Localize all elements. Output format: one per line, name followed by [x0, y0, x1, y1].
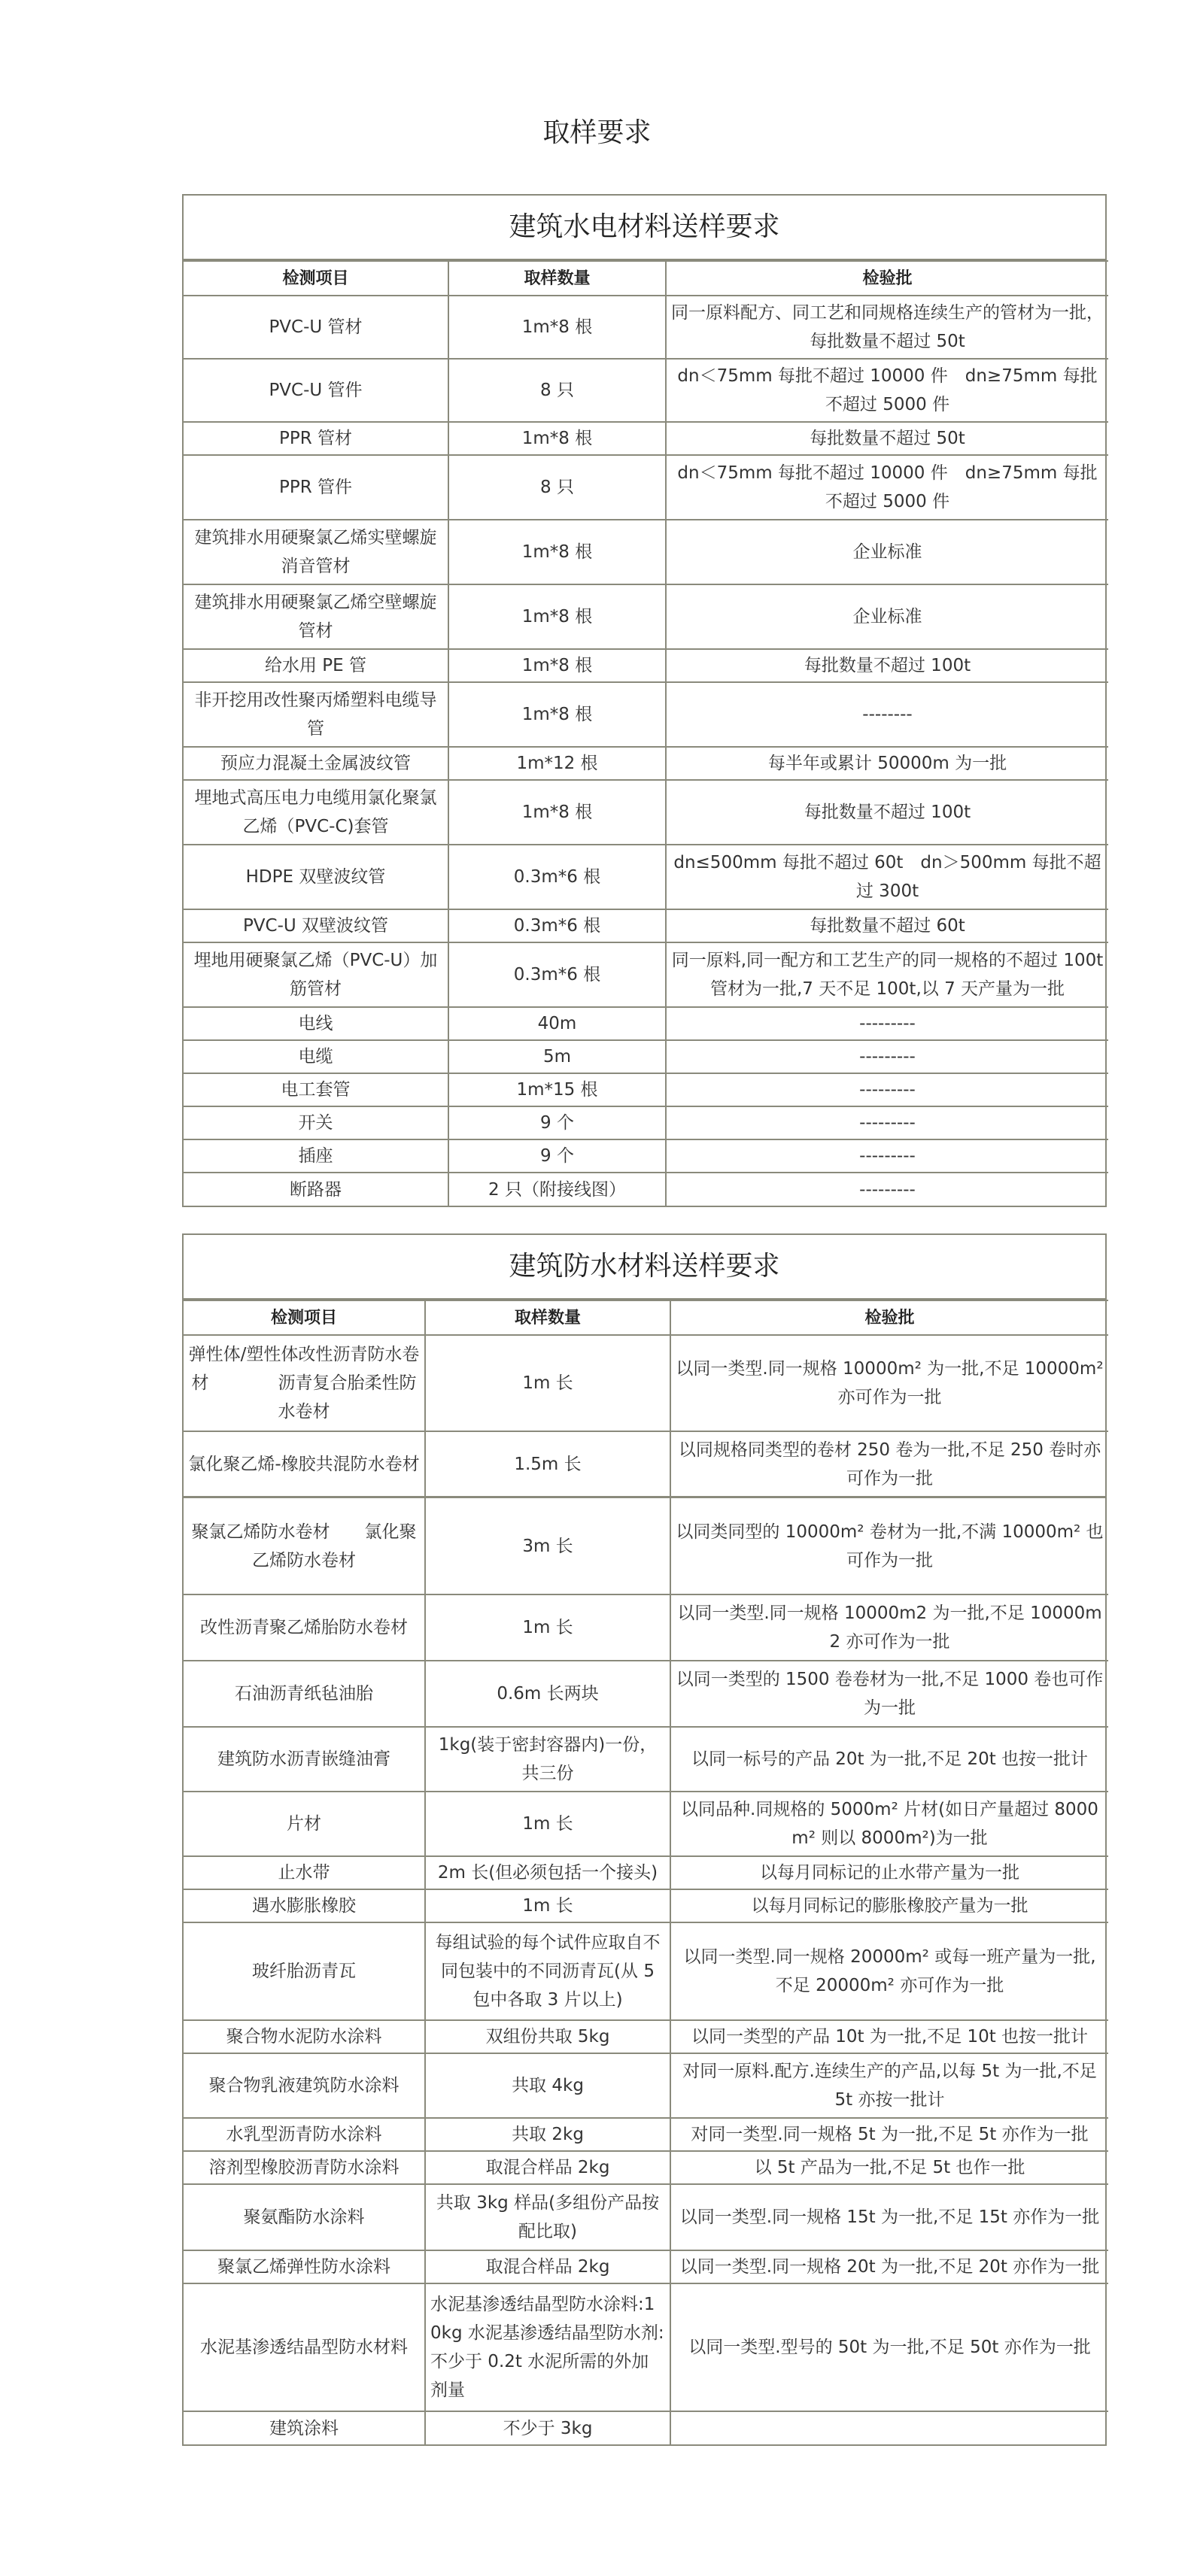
batch-cell: --------- [666, 1040, 1108, 1073]
quantity-cell: 共取 4kg [425, 2053, 670, 2118]
quantity-cell: 1m*8 根 [448, 296, 666, 359]
column-header-quantity: 取样数量 [425, 1300, 670, 1335]
quantity-cell: 1m*8 根 [448, 422, 666, 455]
table-row [184, 520, 1108, 584]
batch-cell: 以同一类型.同一规格 10000m² 为一批,不足 10000m² 亦可作为一批 [670, 1335, 1108, 1431]
item-cell: PPR 管件 [184, 455, 448, 520]
table-row [184, 455, 1108, 520]
item-cell: 建筑防水沥青嵌缝油膏 [184, 1727, 425, 1792]
batch-cell: dn＜75mm 每批不超过 10000 件 dn≥75mm 每批不超过 5000 件 [666, 455, 1108, 520]
item-cell: 插座 [184, 1139, 448, 1173]
item-cell: 氯化聚乙烯-橡胶共混防水卷材 [184, 1431, 425, 1496]
table-row [184, 747, 1108, 780]
table-row [184, 1040, 1108, 1073]
table-row [184, 1139, 1108, 1173]
quantity-cell: 1m*12 根 [448, 747, 666, 780]
table-row [184, 649, 1108, 682]
quantity-cell: 共取 3kg 样品(多组份产品按配比取) [425, 2184, 670, 2250]
waterproof-materials-section [182, 1233, 1107, 1497]
batch-cell: 以每月同标记的止水带产量为一批 [670, 1856, 1108, 1889]
table-row [184, 2411, 1108, 2444]
table-row [184, 1594, 1108, 1661]
batch-cell: 每批数量不超过 60t [666, 909, 1108, 942]
item-cell: 改性沥青聚乙烯胎防水卷材 [184, 1594, 425, 1661]
quantity-cell: 0.3m*6 根 [448, 845, 666, 909]
item-cell: 聚氯乙烯弹性防水涂料 [184, 2250, 425, 2283]
waterproof-sampling-table-part2 [184, 1498, 1108, 2444]
quantity-cell: 1m*8 根 [448, 780, 666, 845]
quantity-cell: 40m [448, 1007, 666, 1040]
table-row [184, 1498, 1108, 1594]
batch-cell: 同一原料配方、同工艺和同规格连续生产的管材为一批，每批数量不超过 50t [666, 296, 1108, 359]
batch-cell: 以同一类型.型号的 50t 为一批,不足 50t 亦作为一批 [670, 2283, 1108, 2411]
item-cell: 遇水膨胀橡胶 [184, 1889, 425, 1922]
table-row [184, 1073, 1108, 1106]
item-cell: 埋地用硬聚氯乙烯（PVC-U）加筋管材 [184, 942, 448, 1007]
quantity-cell: 8 只 [448, 455, 666, 520]
table-row [184, 1792, 1108, 1856]
water-electric-sampling-table [184, 260, 1108, 1206]
quantity-cell: 0.6m 长两块 [425, 1661, 670, 1727]
page-title: 取样要求 [542, 117, 652, 148]
table-row [184, 845, 1108, 909]
batch-cell: dn≤500mm 每批不超过 60t dn＞500mm 每批不超过 300t [666, 845, 1108, 909]
item-cell: 水泥基渗透结晶型防水材料 [184, 2283, 425, 2411]
quantity-cell: 1.5m 长 [425, 1431, 670, 1496]
item-cell: 止水带 [184, 1856, 425, 1889]
column-header-quantity: 取样数量 [448, 261, 666, 296]
batch-cell: 以同类同型的 10000m² 卷材为一批,不满 10000m² 也可作为一批 [670, 1498, 1108, 1594]
table-header-row [184, 1300, 1108, 1335]
quantity-cell: 1m*8 根 [448, 584, 666, 649]
item-cell: 聚氯乙烯防水卷材 氯化聚乙烯防水卷材 [184, 1498, 425, 1594]
quantity-cell: 8 只 [448, 359, 666, 422]
item-cell: 溶剂型橡胶沥青防水涂料 [184, 2151, 425, 2184]
table-row [184, 584, 1108, 649]
quantity-cell: 3m 长 [425, 1498, 670, 1594]
item-cell: 建筑排水用硬聚氯乙烯实壁螺旋消音管材 [184, 520, 448, 584]
quantity-cell: 1m 长 [425, 1792, 670, 1856]
column-header-item: 检测项目 [184, 261, 448, 296]
table-row [184, 2053, 1108, 2118]
item-cell: 玻纤胎沥青瓦 [184, 1922, 425, 2020]
quantity-cell: 共取 2kg [425, 2118, 670, 2151]
quantity-cell: 1m 长 [425, 1889, 670, 1922]
item-cell: 埋地式高压电力电缆用氯化聚氯乙烯（PVC-C)套管 [184, 780, 448, 845]
table-row [184, 1431, 1108, 1496]
batch-cell: 以同一类型.同一规格 20t 为一批,不足 20t 亦作为一批 [670, 2250, 1108, 2283]
table-row [184, 1007, 1108, 1040]
item-cell: 聚氨酯防水涂料 [184, 2184, 425, 2250]
section-title: 建筑水电材料送样要求 [184, 196, 1105, 260]
batch-cell: 对同一类型.同一规格 5t 为一批,不足 5t 亦作为一批 [670, 2118, 1108, 2151]
batch-cell: 对同一原料.配方.连续生产的产品,以每 5t 为一批,不足 5t 亦按一批计 [670, 2053, 1108, 2118]
item-cell: PVC-U 管材 [184, 296, 448, 359]
quantity-cell: 1m 长 [425, 1594, 670, 1661]
item-cell: 断路器 [184, 1173, 448, 1206]
batch-cell: --------- [666, 1139, 1108, 1173]
table-row [184, 422, 1108, 455]
batch-cell: 每半年或累计 50000m 为一批 [666, 747, 1108, 780]
column-header-batch: 检验批 [670, 1300, 1108, 1335]
quantity-cell: 0.3m*6 根 [448, 909, 666, 942]
batch-cell: 以同一标号的产品 20t 为一批,不足 20t 也按一批计 [670, 1727, 1108, 1792]
quantity-cell: 水泥基渗透结晶型防水涂料:10kg 水泥基渗透结晶型防水剂:不少于 0.2t 水泥所需的外加剂量 [425, 2283, 670, 2411]
item-cell: 非开挖用改性聚丙烯塑料电缆导管 [184, 682, 448, 747]
quantity-cell: 1kg(装于密封容器内)一份，共三份 [425, 1727, 670, 1792]
item-cell: 建筑排水用硬聚氯乙烯空壁螺旋管材 [184, 584, 448, 649]
table-row [184, 682, 1108, 747]
quantity-cell: 每组试验的每个试件应取自不同包装中的不同沥青瓦(从 5 包中各取 3 片以上) [425, 1922, 670, 2020]
quantity-cell: 5m [448, 1040, 666, 1073]
table-row [184, 909, 1108, 942]
table-row [184, 1335, 1108, 1431]
batch-cell: 企业标准 [666, 520, 1108, 584]
batch-cell: -------- [666, 682, 1108, 747]
item-cell: 预应力混凝土金属波纹管 [184, 747, 448, 780]
table-row [184, 2283, 1108, 2411]
batch-cell: 每批数量不超过 50t [666, 422, 1108, 455]
batch-cell [670, 2411, 1108, 2444]
column-header-batch: 检验批 [666, 261, 1108, 296]
table-row [184, 1922, 1108, 2020]
batch-cell: 以同一类型.同一规格 20000m² 或每一班产量为一批,不足 20000m² 亦可作为一批 [670, 1922, 1108, 2020]
table-row [184, 1173, 1108, 1206]
item-cell: 建筑涂料 [184, 2411, 425, 2444]
table-header-row [184, 261, 1108, 296]
quantity-cell: 1m*8 根 [448, 520, 666, 584]
table-row [184, 296, 1108, 359]
item-cell: 聚合物乳液建筑防水涂料 [184, 2053, 425, 2118]
quantity-cell: 0.3m*6 根 [448, 942, 666, 1007]
table-row [184, 1856, 1108, 1889]
batch-cell: 同一原料,同一配方和工艺生产的同一规格的不超过 100t 管材为一批,7 天不足 100t,以 7 天产量为一批 [666, 942, 1108, 1007]
batch-cell: 以每月同标记的膨胀橡胶产量为一批 [670, 1889, 1108, 1922]
table-row [184, 2250, 1108, 2283]
table-row [184, 1106, 1108, 1139]
item-cell: 片材 [184, 1792, 425, 1856]
table-row [184, 359, 1108, 422]
item-cell: 水乳型沥青防水涂料 [184, 2118, 425, 2151]
item-cell: PVC-U 双壁波纹管 [184, 909, 448, 942]
quantity-cell: 取混合样品 2kg [425, 2250, 670, 2283]
item-cell: 聚合物水泥防水涂料 [184, 2020, 425, 2053]
waterproof-sampling-table-part1 [184, 1300, 1108, 1496]
table-row [184, 2118, 1108, 2151]
quantity-cell: 2m 长(但必须包括一个接头) [425, 1856, 670, 1889]
item-cell: PPR 管材 [184, 422, 448, 455]
item-cell: 给水用 PE 管 [184, 649, 448, 682]
quantity-cell: 9 个 [448, 1106, 666, 1139]
quantity-cell: 1m*15 根 [448, 1073, 666, 1106]
table-row [184, 1727, 1108, 1792]
quantity-cell: 1m 长 [425, 1335, 670, 1431]
batch-cell: 每批数量不超过 100t [666, 780, 1108, 845]
table-row [184, 942, 1108, 1007]
quantity-cell: 双组份共取 5kg [425, 2020, 670, 2053]
batch-cell: --------- [666, 1106, 1108, 1139]
quantity-cell: 9 个 [448, 1139, 666, 1173]
batch-cell: 以同一类型的 1500 卷卷材为一批,不足 1000 卷也可作为一批 [670, 1661, 1108, 1727]
item-cell: HDPE 双壁波纹管 [184, 845, 448, 909]
table-row [184, 2184, 1108, 2250]
table-row [184, 780, 1108, 845]
table-row [184, 2020, 1108, 2053]
item-cell: 电线 [184, 1007, 448, 1040]
batch-cell: 以同一类型.同一规格 10000m2 为一批,不足 10000m2 亦可作为一批 [670, 1594, 1108, 1661]
waterproof-materials-continued [182, 1497, 1107, 2446]
quantity-cell: 1m*8 根 [448, 649, 666, 682]
batch-cell: --------- [666, 1007, 1108, 1040]
batch-cell: --------- [666, 1173, 1108, 1206]
quantity-cell: 1m*8 根 [448, 682, 666, 747]
quantity-cell: 取混合样品 2kg [425, 2151, 670, 2184]
table-row [184, 1889, 1108, 1922]
batch-cell: dn＜75mm 每批不超过 10000 件 dn≥75mm 每批不超过 5000 件 [666, 359, 1108, 422]
batch-cell: 以同规格同类型的卷材 250 卷为一批,不足 250 卷时亦可作为一批 [670, 1431, 1108, 1496]
table-row [184, 2151, 1108, 2184]
item-cell: 开关 [184, 1106, 448, 1139]
item-cell: 石油沥青纸毡油胎 [184, 1661, 425, 1727]
item-cell: 电工套管 [184, 1073, 448, 1106]
batch-cell: 以同一类型.同一规格 15t 为一批,不足 15t 亦作为一批 [670, 2184, 1108, 2250]
batch-cell: --------- [666, 1073, 1108, 1106]
table-row [184, 1661, 1108, 1727]
batch-cell: 以同品种.同规格的 5000m² 片材(如日产量超过 8000m² 则以 8000m²)为一批 [670, 1792, 1108, 1856]
item-cell: PVC-U 管件 [184, 359, 448, 422]
quantity-cell: 2 只（附接线图） [448, 1173, 666, 1206]
water-electric-materials-section [182, 194, 1107, 1207]
batch-cell: 企业标准 [666, 584, 1108, 649]
batch-cell: 每批数量不超过 100t [666, 649, 1108, 682]
column-header-item: 检测项目 [184, 1300, 425, 1335]
item-cell: 电缆 [184, 1040, 448, 1073]
quantity-cell: 不少于 3kg [425, 2411, 670, 2444]
item-cell: 弹性体/塑性体改性沥青防水卷材 沥青复合胎柔性防水卷材 [184, 1335, 425, 1431]
section-title: 建筑防水材料送样要求 [184, 1235, 1105, 1300]
batch-cell: 以 5t 产品为一批,不足 5t 也作一批 [670, 2151, 1108, 2184]
batch-cell: 以同一类型的产品 10t 为一批,不足 10t 也按一批计 [670, 2020, 1108, 2053]
